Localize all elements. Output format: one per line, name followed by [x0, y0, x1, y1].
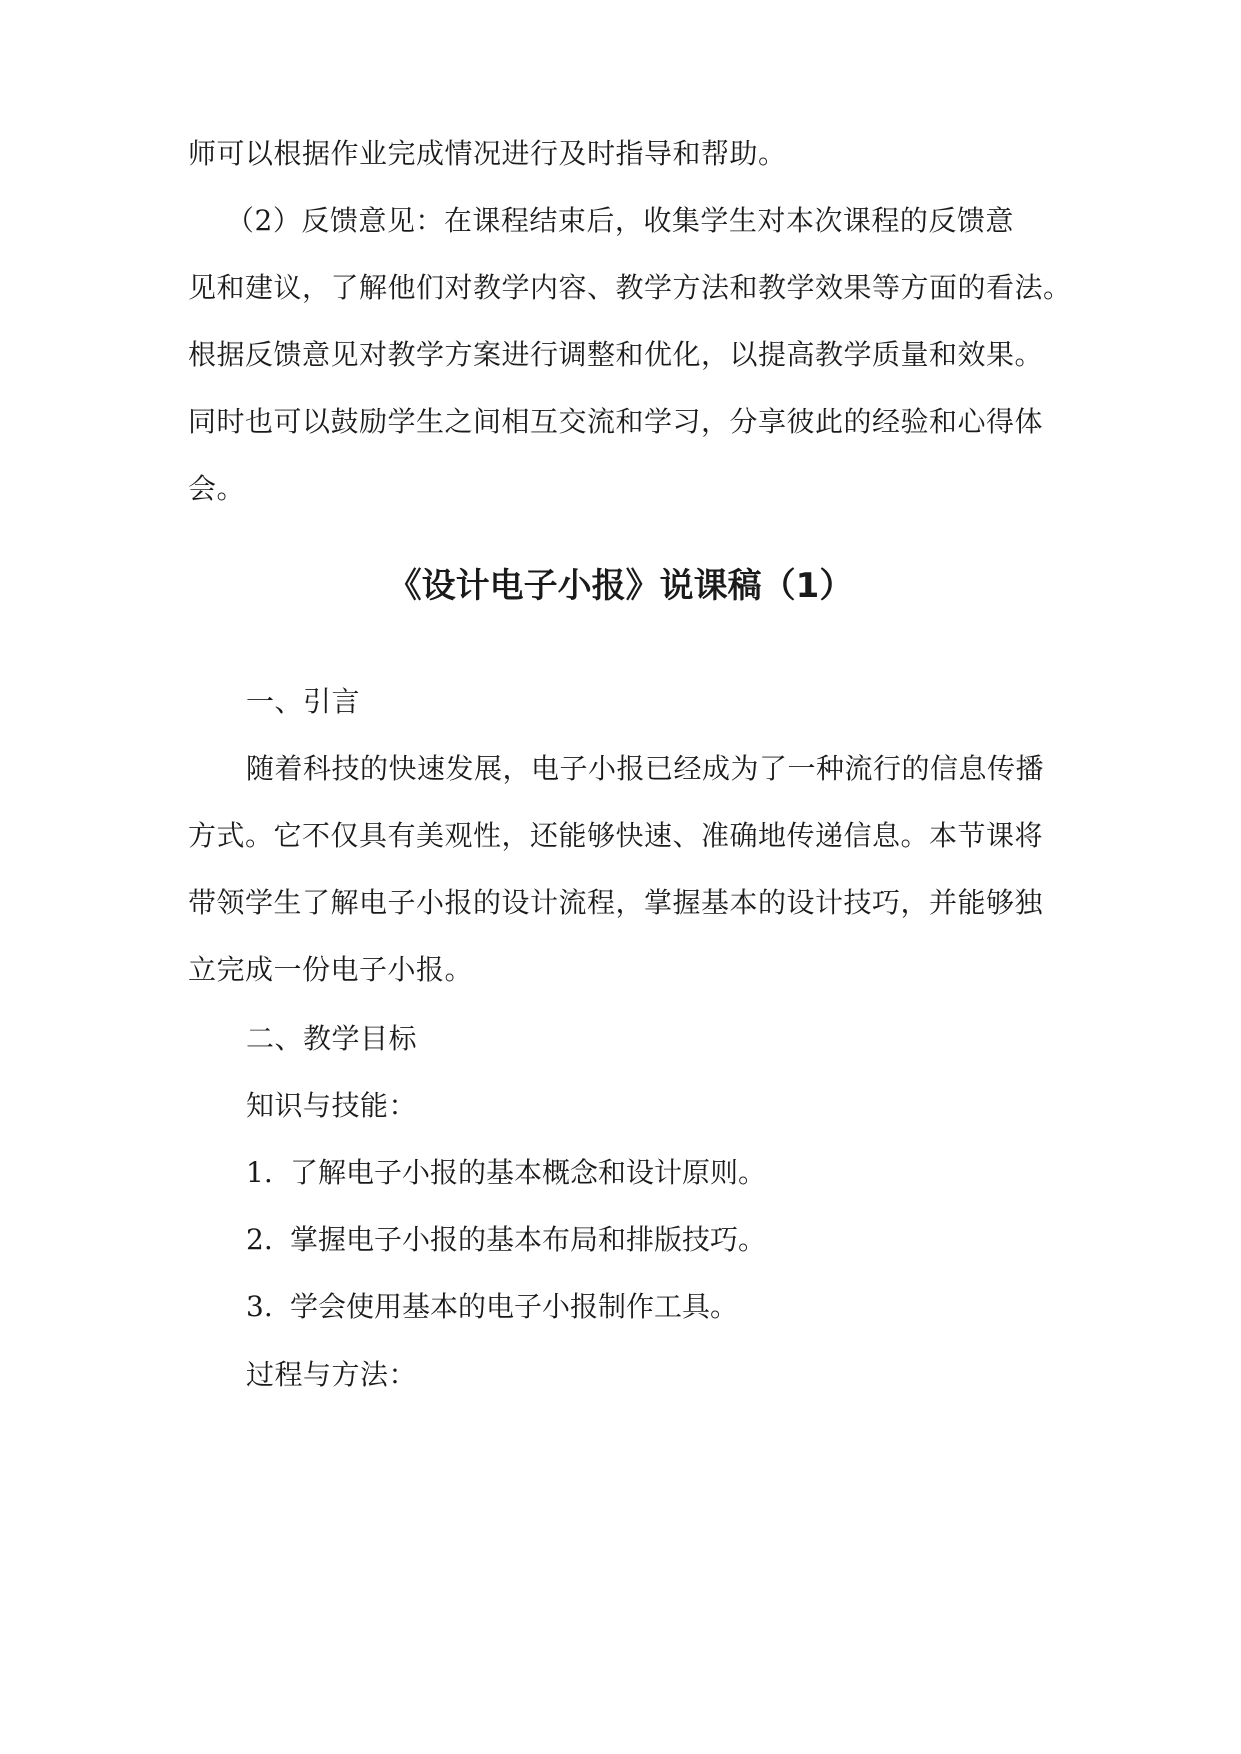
list-item [246, 1287, 1068, 1327]
section-2-subheading-knowledge: 知识与技能： [246, 1089, 418, 1122]
feedback-line-2: 见和建议，了解他们对教学内容、教学方法和教学效果等方面的看法。 [188, 271, 1072, 304]
continuation-line-1: 师可以根据作业完成情况进行及时指导和帮助。 [188, 137, 787, 170]
section-1-line-2: 方式。它不仅具有美观性，还能够快速、准确地传递信息。本节课将 [188, 819, 1044, 852]
feedback-line-3: 根据反馈意见对教学方案进行调整和优化，以提高教学质量和效果。 [188, 338, 1044, 371]
section-2-heading: 二、教学目标 [246, 1022, 418, 1055]
list-item-number: 3. [246, 1290, 273, 1323]
list-item [246, 1153, 1068, 1193]
feedback-line-4: 同时也可以鼓励学生之间相互交流和学习，分享彼此的经验和心得体 [188, 405, 1044, 438]
section-1-line-3: 带领学生了解电子小报的设计流程，掌握基本的设计技巧，并能够独 [188, 886, 1044, 919]
list-item-text: 掌握电子小报的基本布局和排版技巧。 [290, 1223, 767, 1256]
section-1-line-4: 立完成一份电子小报。 [188, 953, 474, 986]
list-item-text: 学会使用基本的电子小报制作工具。 [290, 1290, 739, 1323]
list-item [246, 1220, 1068, 1260]
list-item-text: 了解电子小报的基本概念和设计原则。 [290, 1156, 767, 1189]
list-item-number: 1. [246, 1156, 273, 1189]
feedback-line-5: 会。 [188, 472, 246, 505]
section-1-heading: 一、引言 [246, 685, 361, 718]
list-item-number: 2. [246, 1223, 273, 1256]
section-2-subheading-process: 过程与方法： [246, 1358, 418, 1391]
document-title: 《设计电子小报》说课稿（1） [387, 566, 854, 606]
section-1-line-1: 随着科技的快速发展，电子小报已经成为了一种流行的信息传播 [246, 752, 1045, 785]
feedback-line-1: （2）反馈意见：在课程结束后，收集学生对本次课程的反馈意 [226, 204, 1014, 237]
